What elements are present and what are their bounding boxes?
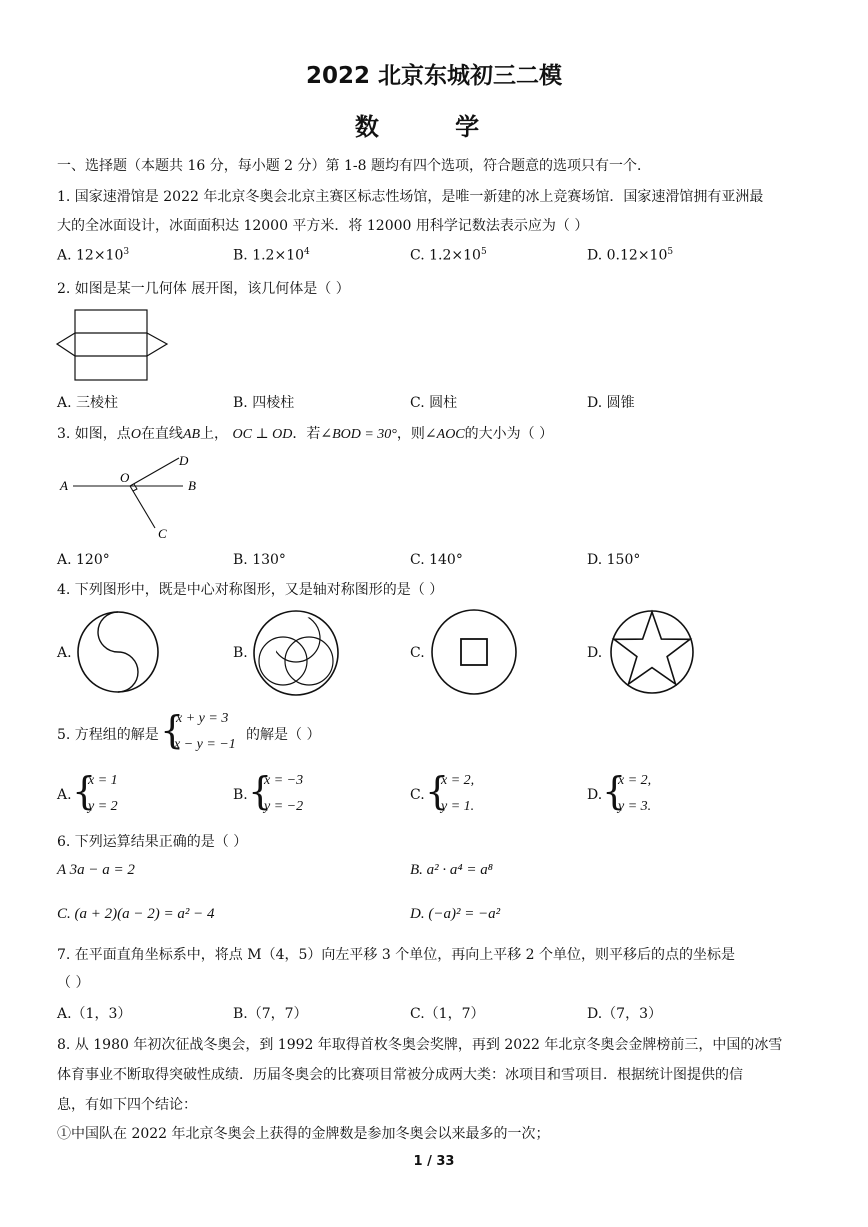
q3-option-d: D. 150° <box>587 552 641 568</box>
q7-option-b: B.（7，7） <box>233 1006 308 1022</box>
q7-stem: 7. 在平面直角坐标系中，将点 M（4，5）向左平移 3 个单位，再向上平移 2 个单位，则平移后的点的坐标是 <box>57 947 736 963</box>
q5-stem-pre: 5. 方程组的解是 <box>57 727 159 743</box>
q2-option-d: D. 圆锥 <box>587 395 635 411</box>
q1-option-b: B. $1.2\times 10^4$ <box>233 247 310 264</box>
q6-option-c: C. (a + 2)(a − 2) = a² − 4 <box>57 906 215 922</box>
q5-brace: { <box>160 708 185 752</box>
q5-c-brace: { <box>425 769 450 813</box>
q3-option-b: B. 130° <box>233 552 286 568</box>
prism-net-figure <box>55 308 170 384</box>
angle-figure <box>55 452 215 544</box>
q8-line1: 8. 从 1980 年初次征战冬奥会，到 1992 年取得首枚冬奥会奖牌，再到 2022 年北京冬奥会金牌榜前三，中国的冰雪 <box>57 1037 783 1053</box>
coin-figure <box>428 606 520 698</box>
q8-line4: ①中国队在 2022 年北京冬奥会上获得的金牌数是参加冬奥会以来最多的一次； <box>57 1126 550 1142</box>
q5-b-line1: x = −3 <box>264 773 304 788</box>
q4-option-d: D. <box>587 645 603 661</box>
q1-option-c: C. $1.2\times 10^5$ <box>410 247 487 264</box>
q5-option-c-label: C. <box>410 787 425 803</box>
star-circle-figure <box>608 608 698 698</box>
q3-option-a: A. 120° <box>57 552 110 568</box>
q5-a-line1: x = 1 <box>88 773 118 788</box>
q5-c-line2: y = 1. <box>441 799 475 814</box>
q4-stem: 4. 下列图形中，既是中心对称图形，又是轴对称图形的是（ ） <box>57 582 444 598</box>
point-d-label: D <box>179 453 189 468</box>
q5-a-line2: y = 2 <box>88 799 118 814</box>
subject-title: 数 学 <box>354 113 514 141</box>
page-number: 1 / 33 <box>413 1154 455 1169</box>
section-intro: 一、选择题（本题共 16 分，每小题 2 分）第 1-8 题均有四个选项，符合题意的选项只有一个． <box>57 158 651 174</box>
q2-option-b: B. 四棱柱 <box>233 395 295 411</box>
q6-option-d: D. (−a)² = −a² <box>410 906 501 922</box>
q7-option-a: A.（1，3） <box>57 1006 132 1022</box>
q5-b-brace: { <box>248 769 273 813</box>
page-title: 2022 北京东城初三二模 <box>305 63 563 89</box>
q6-stem: 6. 下列运算结果正确的是（ ） <box>57 834 248 850</box>
q5-d-brace: { <box>602 769 627 813</box>
q5-d-line1: x = 2, <box>618 773 652 788</box>
q1-option-d: D. $0.12\times 10^5$ <box>587 247 674 264</box>
q8-line2: 体育事业不断取得突破性成绩．历届冬奥会的比赛项目常被分成两大类：冰项目和雪项目．根据统计图提供的信 <box>57 1067 743 1083</box>
q5-a-brace: { <box>72 769 97 813</box>
yin-yang-figure <box>74 608 164 698</box>
q2-option-a: A. 三棱柱 <box>57 395 119 411</box>
q5-stem-end: 的解是（ ） <box>246 727 321 743</box>
q1-line1: 1. 国家速滑馆是 2022 年北京冬奥会北京主赛区标志性场馆，是唯一新建的冰上竞赛场馆．国家速滑馆拥有亚洲最 <box>57 189 764 205</box>
q7-option-d: D.（7，3） <box>587 1006 662 1022</box>
q8-line3: 息，有如下四个结论： <box>57 1097 197 1113</box>
q4-option-b: B. <box>233 645 248 661</box>
q5-d-line2: y = 3. <box>618 799 652 814</box>
q7-option-c: C.（1，7） <box>410 1006 485 1022</box>
point-c-label: C <box>158 526 167 541</box>
q5-option-b-label: B. <box>233 787 248 803</box>
q1-line2: 大的全冰面设计，冰面面积达 12000 平方米．将 12000 用科学记数法表示应为（ ） <box>57 218 589 234</box>
q5-c-line1: x = 2, <box>441 773 475 788</box>
q6-option-b: B. a² · a⁴ = a⁸ <box>410 862 493 878</box>
q6-option-a: A 3a − a = 2 <box>57 862 135 878</box>
point-a-label: A <box>60 478 68 493</box>
q5-b-line2: y = −2 <box>264 799 304 814</box>
q2-option-c: C. 圆柱 <box>410 395 458 411</box>
point-o-label: O <box>120 470 130 485</box>
q5-option-d-label: D. <box>587 787 603 803</box>
q5-eq1: x + y = 3 <box>176 711 229 726</box>
point-b-label: B <box>188 478 196 493</box>
q4-option-a: A. <box>57 645 72 661</box>
q3-option-c: C. 140° <box>410 552 463 568</box>
q2-stem: 2. 如图是某一几何体 展开图，该几何体是（ ） <box>57 281 350 297</box>
q4-option-c: C. <box>410 645 425 661</box>
q7-paren: （ ） <box>57 975 90 991</box>
q3-stem: 3. 如图，点O在直线AB上， OC ⊥ OD．若∠BOD = 30°，则∠AOC的大小为（ ） <box>57 426 554 442</box>
q5-eq2: x − y = −1 <box>174 737 236 752</box>
q1-option-a: A. $12\times 10^3$ <box>57 247 130 264</box>
q5-option-a-label: A. <box>57 787 72 803</box>
three-arcs-figure <box>250 608 342 698</box>
